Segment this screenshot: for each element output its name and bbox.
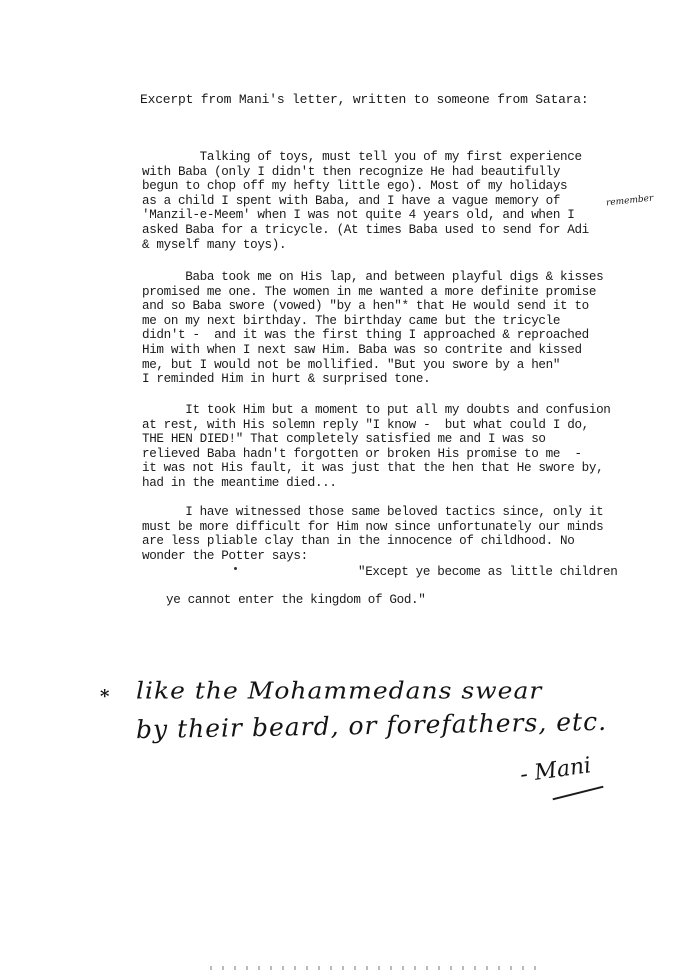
scan-edge-marks xyxy=(210,966,540,970)
handwritten-margin-note: remember xyxy=(605,193,654,209)
signature-underline xyxy=(553,786,604,801)
stray-dot xyxy=(234,567,237,570)
scripture-quote-line-2: ye cannot enter the kingdom of God." xyxy=(166,593,426,607)
paragraph-hen-died: It took Him but a moment to put all my doubts and confusion at rest, with His solemn reply "I know - but what could I do, THE HEN DIED!" That completely satisfied me and I was so relieved Baba hadn't forgotten or broken His promise to me - it was not His fault, it was just that the hen that He swore by, had in the meantime died... xyxy=(142,403,611,490)
excerpt-heading: Excerpt from Mani's letter, written to someone from Satara: xyxy=(140,92,589,107)
paragraph-toys: Talking of toys, must tell you of my first experience with Baba (only I didn't then recognize He had beautifully begun to chop off my hefty little ego). Most of my holidays as a child I spent with Baba, and I have a vague memory of 'Manzil-e-Meem' when I was not quite 4 years old, and when I asked Baba for a tricycle. (At times Baba used to send for Adi & myself many toys). xyxy=(142,150,589,252)
footnote-asterisk: * xyxy=(100,686,110,707)
signature: - Mani xyxy=(518,753,593,788)
paragraph-tactics: I have witnessed those same beloved tactics since, only it must be more difficult for Him now since unfortunately our minds are less pliable clay than in the innocence of childhood. No wonder the Potter says: xyxy=(142,505,604,563)
scripture-quote-line-1: "Except ye become as little children xyxy=(358,565,618,579)
handwritten-footnote-line-1: like the Mohammedans swear xyxy=(136,676,543,705)
paragraph-promise: Baba took me on His lap, and between playful digs & kisses promised me one. The women in me wanted a more definite promise and so Baba swore (vowed) "by a hen"* that He would send it to me on my next birthday. The birthday came but the tricycle didn't - and it was the first thing I approached & reproached Him with when I next saw Him. Baba was so contrite and kissed me, but I would not be mollified. "But you swore by a hen" I reminded Him in hurt & surprised tone. xyxy=(142,270,604,387)
handwritten-footnote-line-2: by their beard, or forefathers, etc. xyxy=(135,706,608,745)
